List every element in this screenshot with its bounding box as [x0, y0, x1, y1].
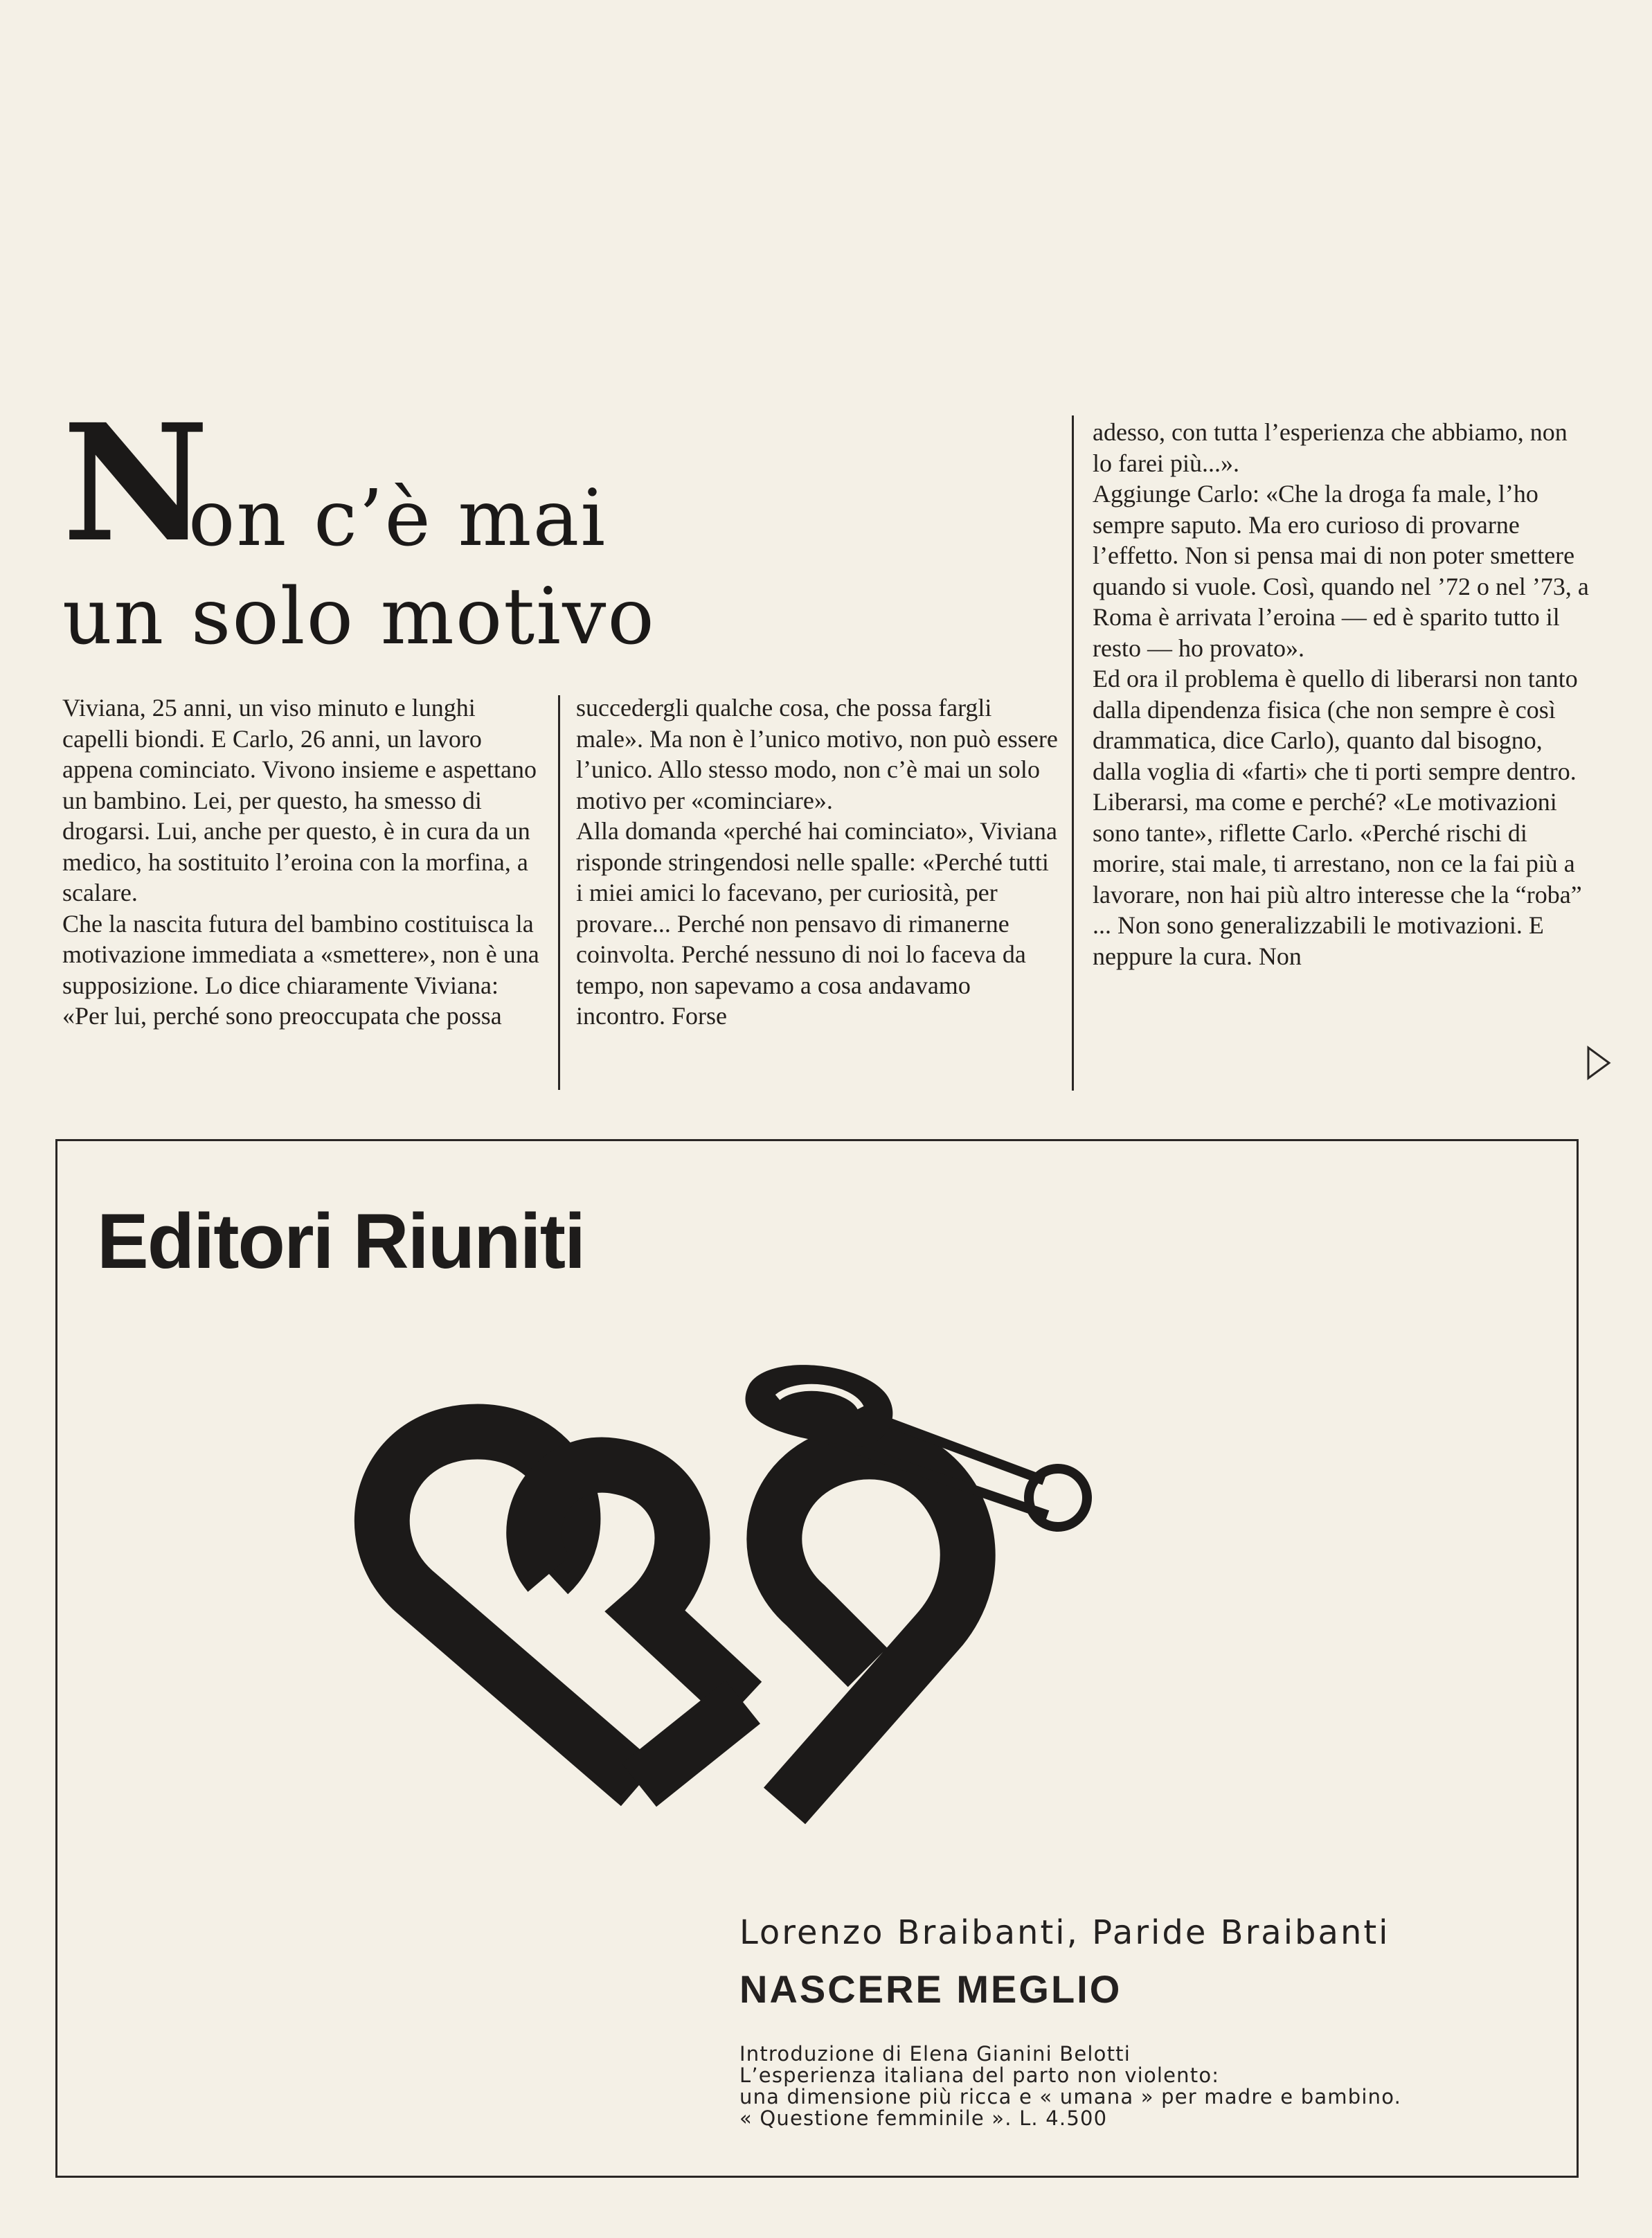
article-column-1: [62, 692, 547, 1032]
description-line: L’esperienza italiana del parto non violento:: [739, 2064, 1220, 2087]
column-2-paragraph-2: Alla domanda «perché hai cominciato», Viviana risponde stringendosi nelle spalle: «Perché tutti i miei amici lo facevano, per curiosità, per provare... Perché non pensavo di rimanerne coinvolta. Perché nessuno di noi lo faceva da tempo, non sapevamo a cosa andavamo incontro. Forse: [576, 817, 1057, 1030]
triangle-right-icon: [1586, 1046, 1612, 1080]
book-title: NASCERE MEGLIO: [739, 1967, 1122, 2011]
hearts-safety-pin-logo: [341, 1356, 1138, 1882]
column-divider-1: [558, 695, 560, 1090]
column-3-paragraph-2: Aggiunge Carlo: «Che la droga fa male, l’ho sempre saputo. Ma ero curioso di provarne l’effetto. Non si pensa mai di non poter smettere quando si vuole. Così, quando nel ’72 o nel ’73, a Roma è arrivata l’eroina — ed è sparito tutto il resto — ho provato».: [1093, 480, 1589, 662]
column-divider-2: [1072, 415, 1074, 1091]
article-column-3: [1093, 417, 1591, 972]
headline-line-2: un solo motivo: [62, 572, 656, 662]
description-line: « Questione femminile ». L. 4.500: [739, 2106, 1108, 2130]
description-line: Introduzione di Elena Gianini Belotti: [739, 2042, 1131, 2066]
column-1-paragraph-1: Viviana, 25 anni, un viso minuto e lunghi capelli biondi. E Carlo, 26 anni, un lavoro appena cominciato. Vivono insieme e aspettano un bambino. Lei, per questo, ha smesso di drogarsi. Lui, anche per questo, è in cura da un medico, ha sostituito l’eroina con la morfina, a scalare.: [62, 694, 537, 906]
column-3-paragraph-3: Ed ora il problema è quello di liberarsi non tanto dalla dipendenza fisica (che non sempre è così drammatica, dice Carlo), quanto dal bisogno, dalla voglia di «farti» che ti porti sempre dentro. Liberarsi, ma come e perché? «Le motivazioni sono tante», riflette Carlo. «Perché rischi di morire, stai male, ti arrestano, non ce la fai più a lavorare, non hai più altro interesse che la “roba” ... Non sono generalizzabili le motivazioni. E neppure la cura. Non: [1093, 665, 1582, 970]
lower-heart-link: [639, 1702, 743, 1785]
headline-line-1: [62, 388, 769, 578]
book-authors: Lorenzo Braibanti, Paride Braibanti: [739, 1913, 1390, 1952]
headline-line-1-text: on c’è mai: [188, 474, 607, 564]
column-2-paragraph-1: succedergli qualche cosa, che possa fargli male». Ma non è l’unico motivo, non può essere l’unico. Allo stesso modo, non c’è mai un solo motivo per «cominciare».: [576, 694, 1058, 814]
headline-dropcap: N: [62, 388, 207, 578]
description-line: una dimensione più ricca e « umana » per madre e bambino.: [739, 2085, 1402, 2109]
column-3-paragraph-1: adesso, con tutta l’esperienza che abbiamo, non lo farei più...».: [1093, 418, 1568, 477]
publisher-name: Editori Riuniti: [97, 1198, 585, 1284]
right-heart-shape: [774, 1451, 967, 1806]
article-column-2: [576, 692, 1061, 1032]
book-advertisement: [55, 1139, 1579, 2178]
column-1-paragraph-2: Che la nascita futura del bambino costituisca la motivazione immediata a «smettere», non è una supposizione. Lo dice chiaramente Viviana: «Per lui, perché sono preoccupata che possa: [62, 909, 539, 1030]
book-description: [739, 2043, 1536, 2129]
article-headline: [62, 388, 769, 662]
